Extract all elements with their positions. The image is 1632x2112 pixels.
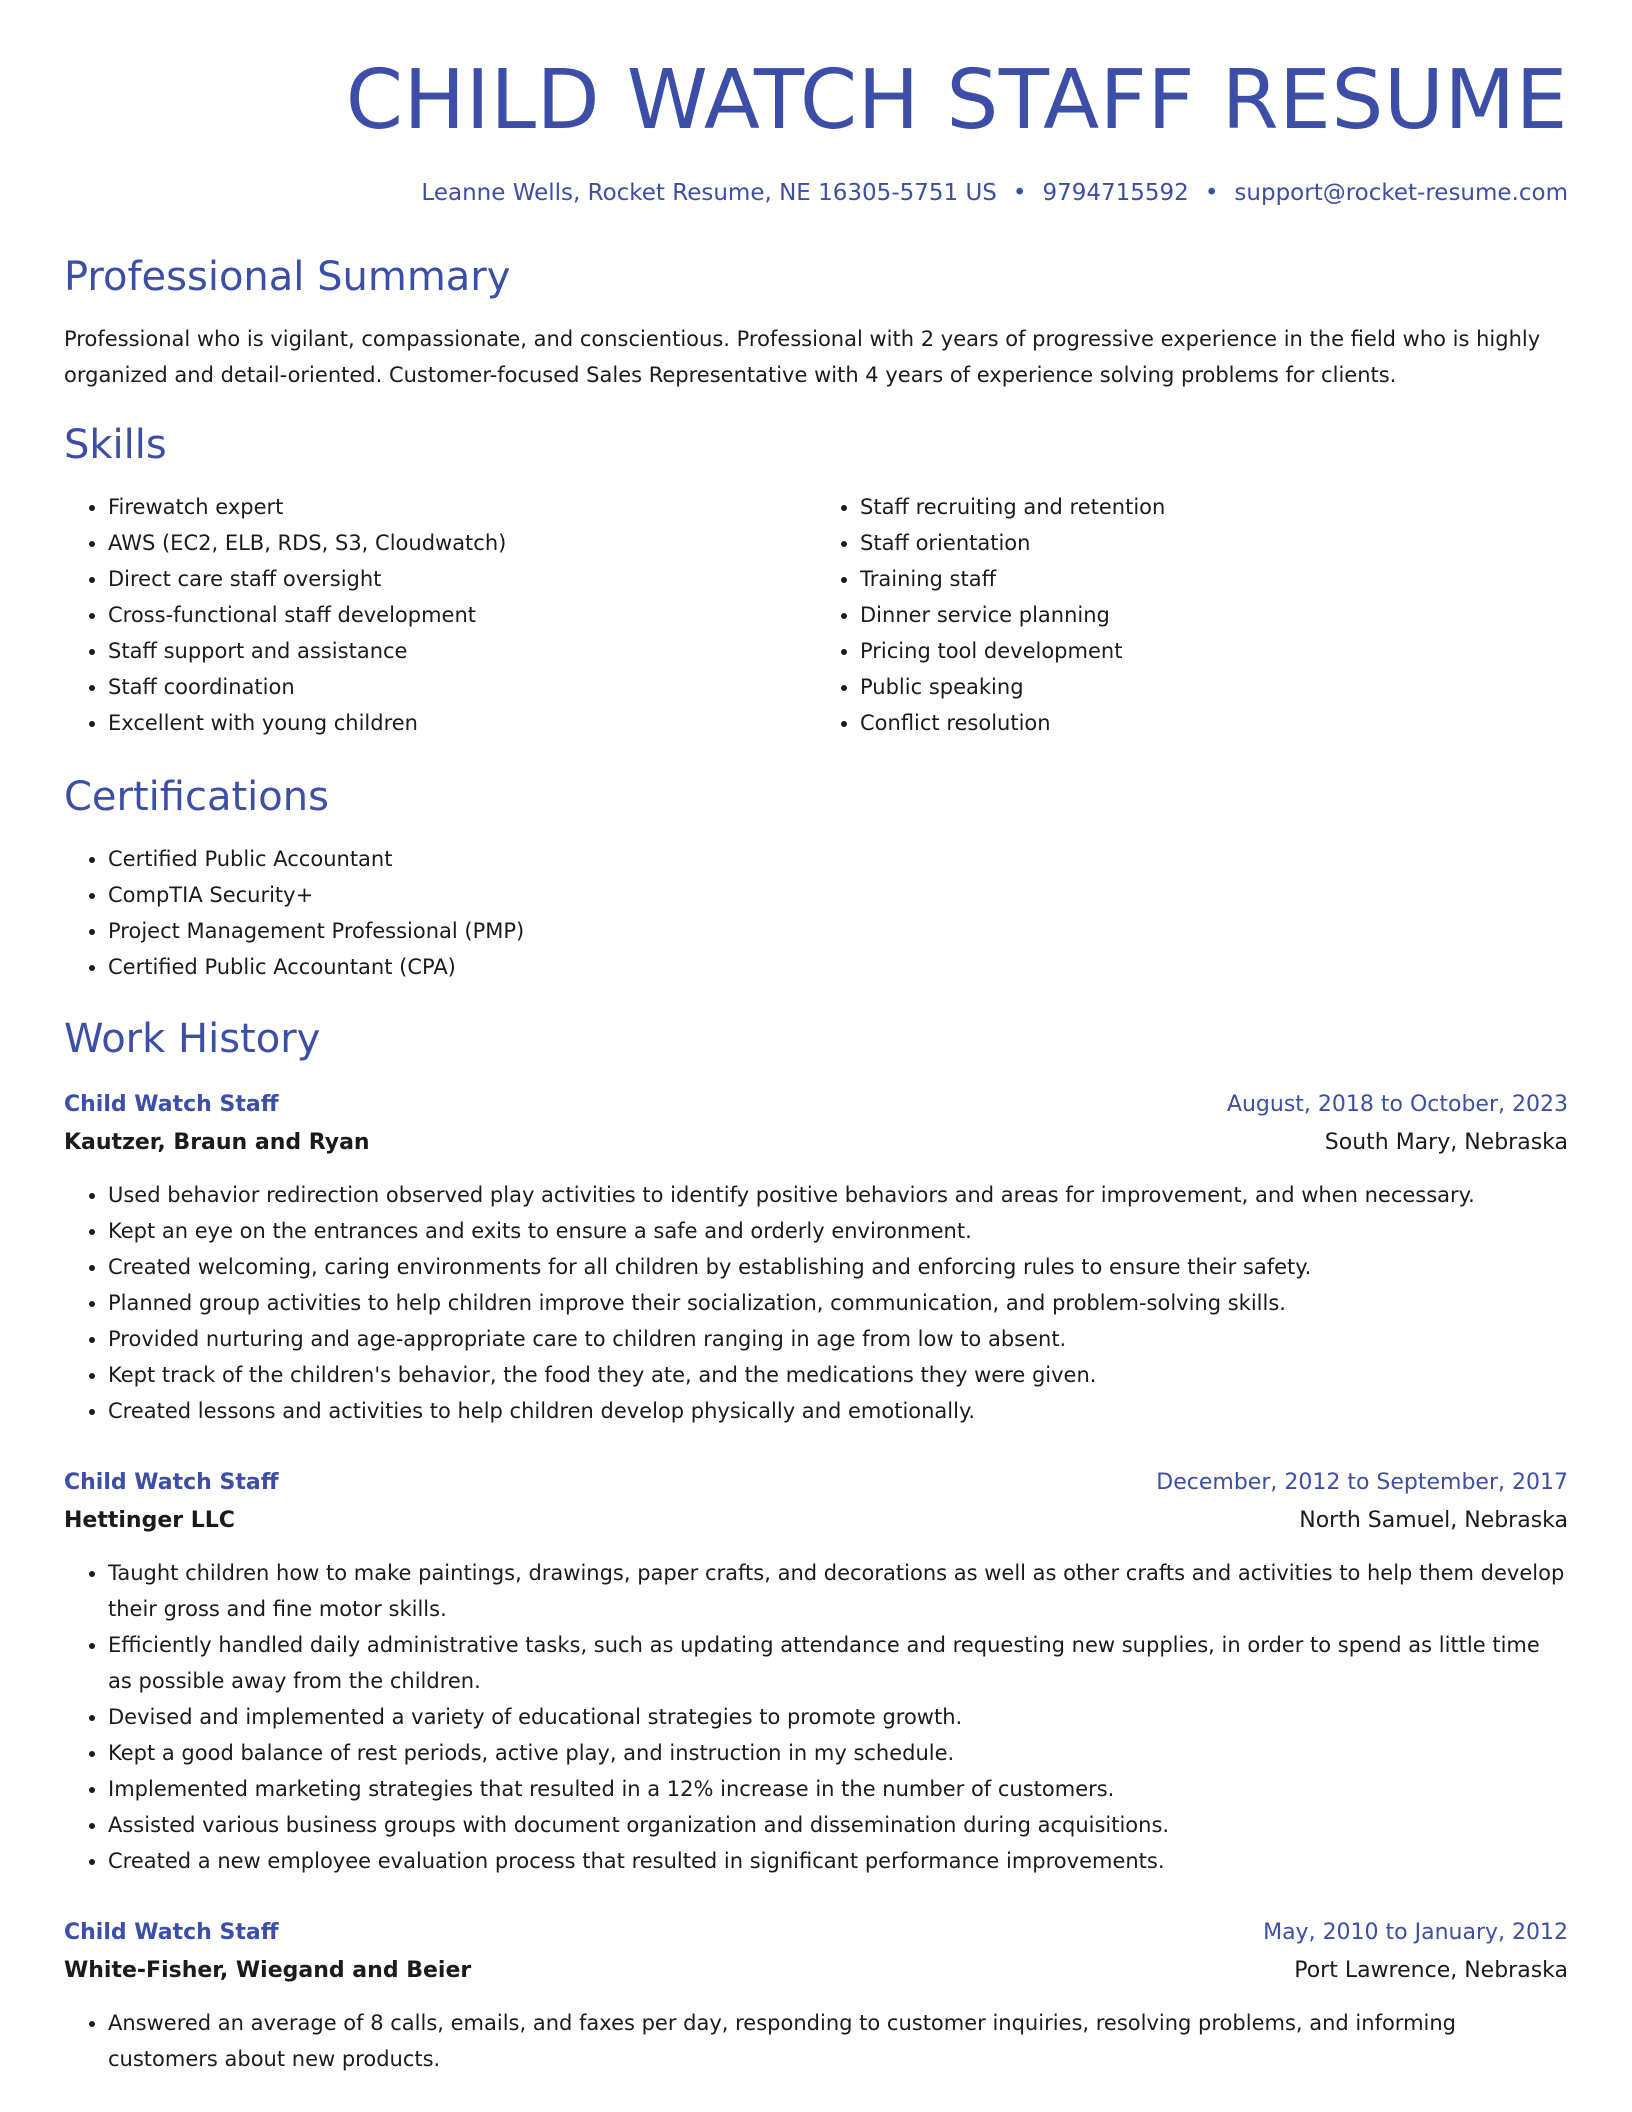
job-title: Child Watch Staff [64,1092,279,1117]
skills-columns [64,489,1568,741]
certification-item: • Project Management Professional (PMP) [108,913,1568,949]
skills-list-left [64,489,816,741]
job-bullet: • Implemented marketing strategies that resulted in a 12% increase in the number of customers. [108,1771,1568,1807]
resume-page [64,0,1568,2077]
certification-item: • Certified Public Accountant [108,841,1568,877]
skill-item: • Pricing tool development [860,633,1568,669]
job-bullet: • Kept an eye on the entrances and exits to ensure a safe and orderly environment. [108,1213,1568,1249]
skill-item: • Staff support and assistance [108,633,816,669]
resume-title: CHILD WATCH STAFF RESUME [345,53,1568,148]
skill-item: • Staff orientation [860,525,1568,561]
job-entry [64,1087,1568,1429]
skill-item: • Public speaking [860,669,1568,705]
summary-text: Professional who is vigilant, compassionate, and conscientious. Professional with 2 years of progressive experience in the field who is highly organized and detail-oriented. Customer-focused Sales Representative with 4 years of experience solving problems for clients. [64,327,1541,387]
certifications-heading: Certifications [64,774,329,820]
contact-separator: • [1204,180,1219,206]
certification-item: • Certified Public Accountant (CPA) [108,949,1568,985]
job-dates: December, 2012 to September, 2017 [1156,1470,1568,1495]
skill-item: • Cross-functional staff development [108,597,816,633]
job-bullet: • Created a new employee evaluation process that resulted in significant performance improvements. [108,1843,1568,1879]
skills-heading: Skills [64,422,167,468]
job-bullet: • Planned group activities to help children improve their socialization, communication, and problem-solving skills. [108,1285,1568,1321]
job-company: Kautzer, Braun and Ryan [64,1130,370,1155]
skill-item: • Conflict resolution [860,705,1568,741]
certification-item: • CompTIA Security+ [108,877,1568,913]
job-header-row [64,1915,1568,1951]
job-company: Hettinger LLC [64,1508,235,1533]
job-entry [64,1915,1568,2077]
job-bullet: • Devised and implemented a variety of educational strategies to promote growth. [108,1699,1568,1735]
contact-email: support@rocket-resume.com [1234,180,1568,206]
job-bullet: • Taught children how to make paintings, drawings, paper crafts, and decorations as well as other crafts and activities to help them develop their gross and fine motor skills. [108,1555,1568,1627]
skill-item: • Firewatch expert [108,489,816,525]
contact-line [64,182,1568,205]
job-bullet: • Kept track of the children's behavior, the food they ate, and the medications they were given. [108,1357,1568,1393]
skill-item: • Staff recruiting and retention [860,489,1568,525]
job-location: Port Lawrence, Nebraska [1294,1958,1568,1983]
job-company: White-Fisher, Wiegand and Beier [64,1958,472,1983]
skill-item: • Staff coordination [108,669,816,705]
job-dates: May, 2010 to January, 2012 [1263,1920,1568,1945]
skill-item: • AWS (EC2, ELB, RDS, S3, Cloudwatch) [108,525,816,561]
contact-phone: 9794715592 [1042,180,1189,206]
job-dates: August, 2018 to October, 2023 [1226,1092,1568,1117]
job-location: North Samuel, Nebraska [1299,1508,1568,1533]
job-title: Child Watch Staff [64,1920,279,1945]
skill-item: • Training staff [860,561,1568,597]
job-bullets [64,1555,1568,1879]
job-bullet: • Kept a good balance of rest periods, active play, and instruction in my schedule. [108,1735,1568,1771]
job-company-row [64,1501,1568,1541]
job-bullets [64,2005,1568,2077]
skill-item: • Excellent with young children [108,705,816,741]
contact-separator: • [1012,180,1027,206]
job-title: Child Watch Staff [64,1470,279,1495]
job-company-row [64,1951,1568,1991]
job-company-row [64,1123,1568,1163]
certifications-list [64,841,1568,985]
contact-address: Leanne Wells, Rocket Resume, NE 16305-5751 US [421,180,997,206]
job-bullet: • Efficiently handled daily administrative tasks, such as updating attendance and requesting new supplies, in order to spend as little time as possible away from the children. [108,1627,1568,1699]
job-entry [64,1465,1568,1879]
job-header-row [64,1087,1568,1123]
skills-list-right [816,489,1568,741]
job-bullet: • Used behavior redirection observed play activities to identify positive behaviors and areas for improvement, and when necessary. [108,1177,1568,1213]
skill-item: • Dinner service planning [860,597,1568,633]
job-bullet: • Created lessons and activities to help children develop physically and emotionally. [108,1393,1568,1429]
skill-item: • Direct care staff oversight [108,561,816,597]
work-history-heading: Work History [64,1016,321,1062]
job-bullet: • Answered an average of 8 calls, emails, and faxes per day, responding to customer inquiries, resolving problems, and informing customers about new products. [108,2005,1568,2077]
job-bullet: • Provided nurturing and age-appropriate care to children ranging in age from low to absent. [108,1321,1568,1357]
summary-heading: Professional Summary [64,254,511,300]
job-bullets [64,1177,1568,1429]
job-header-row [64,1465,1568,1501]
job-bullet: • Assisted various business groups with document organization and dissemination during acquisitions. [108,1807,1568,1843]
job-location: South Mary, Nebraska [1324,1130,1568,1155]
job-bullet: • Created welcoming, caring environments for all children by establishing and enforcing rules to ensure their safety. [108,1249,1568,1285]
